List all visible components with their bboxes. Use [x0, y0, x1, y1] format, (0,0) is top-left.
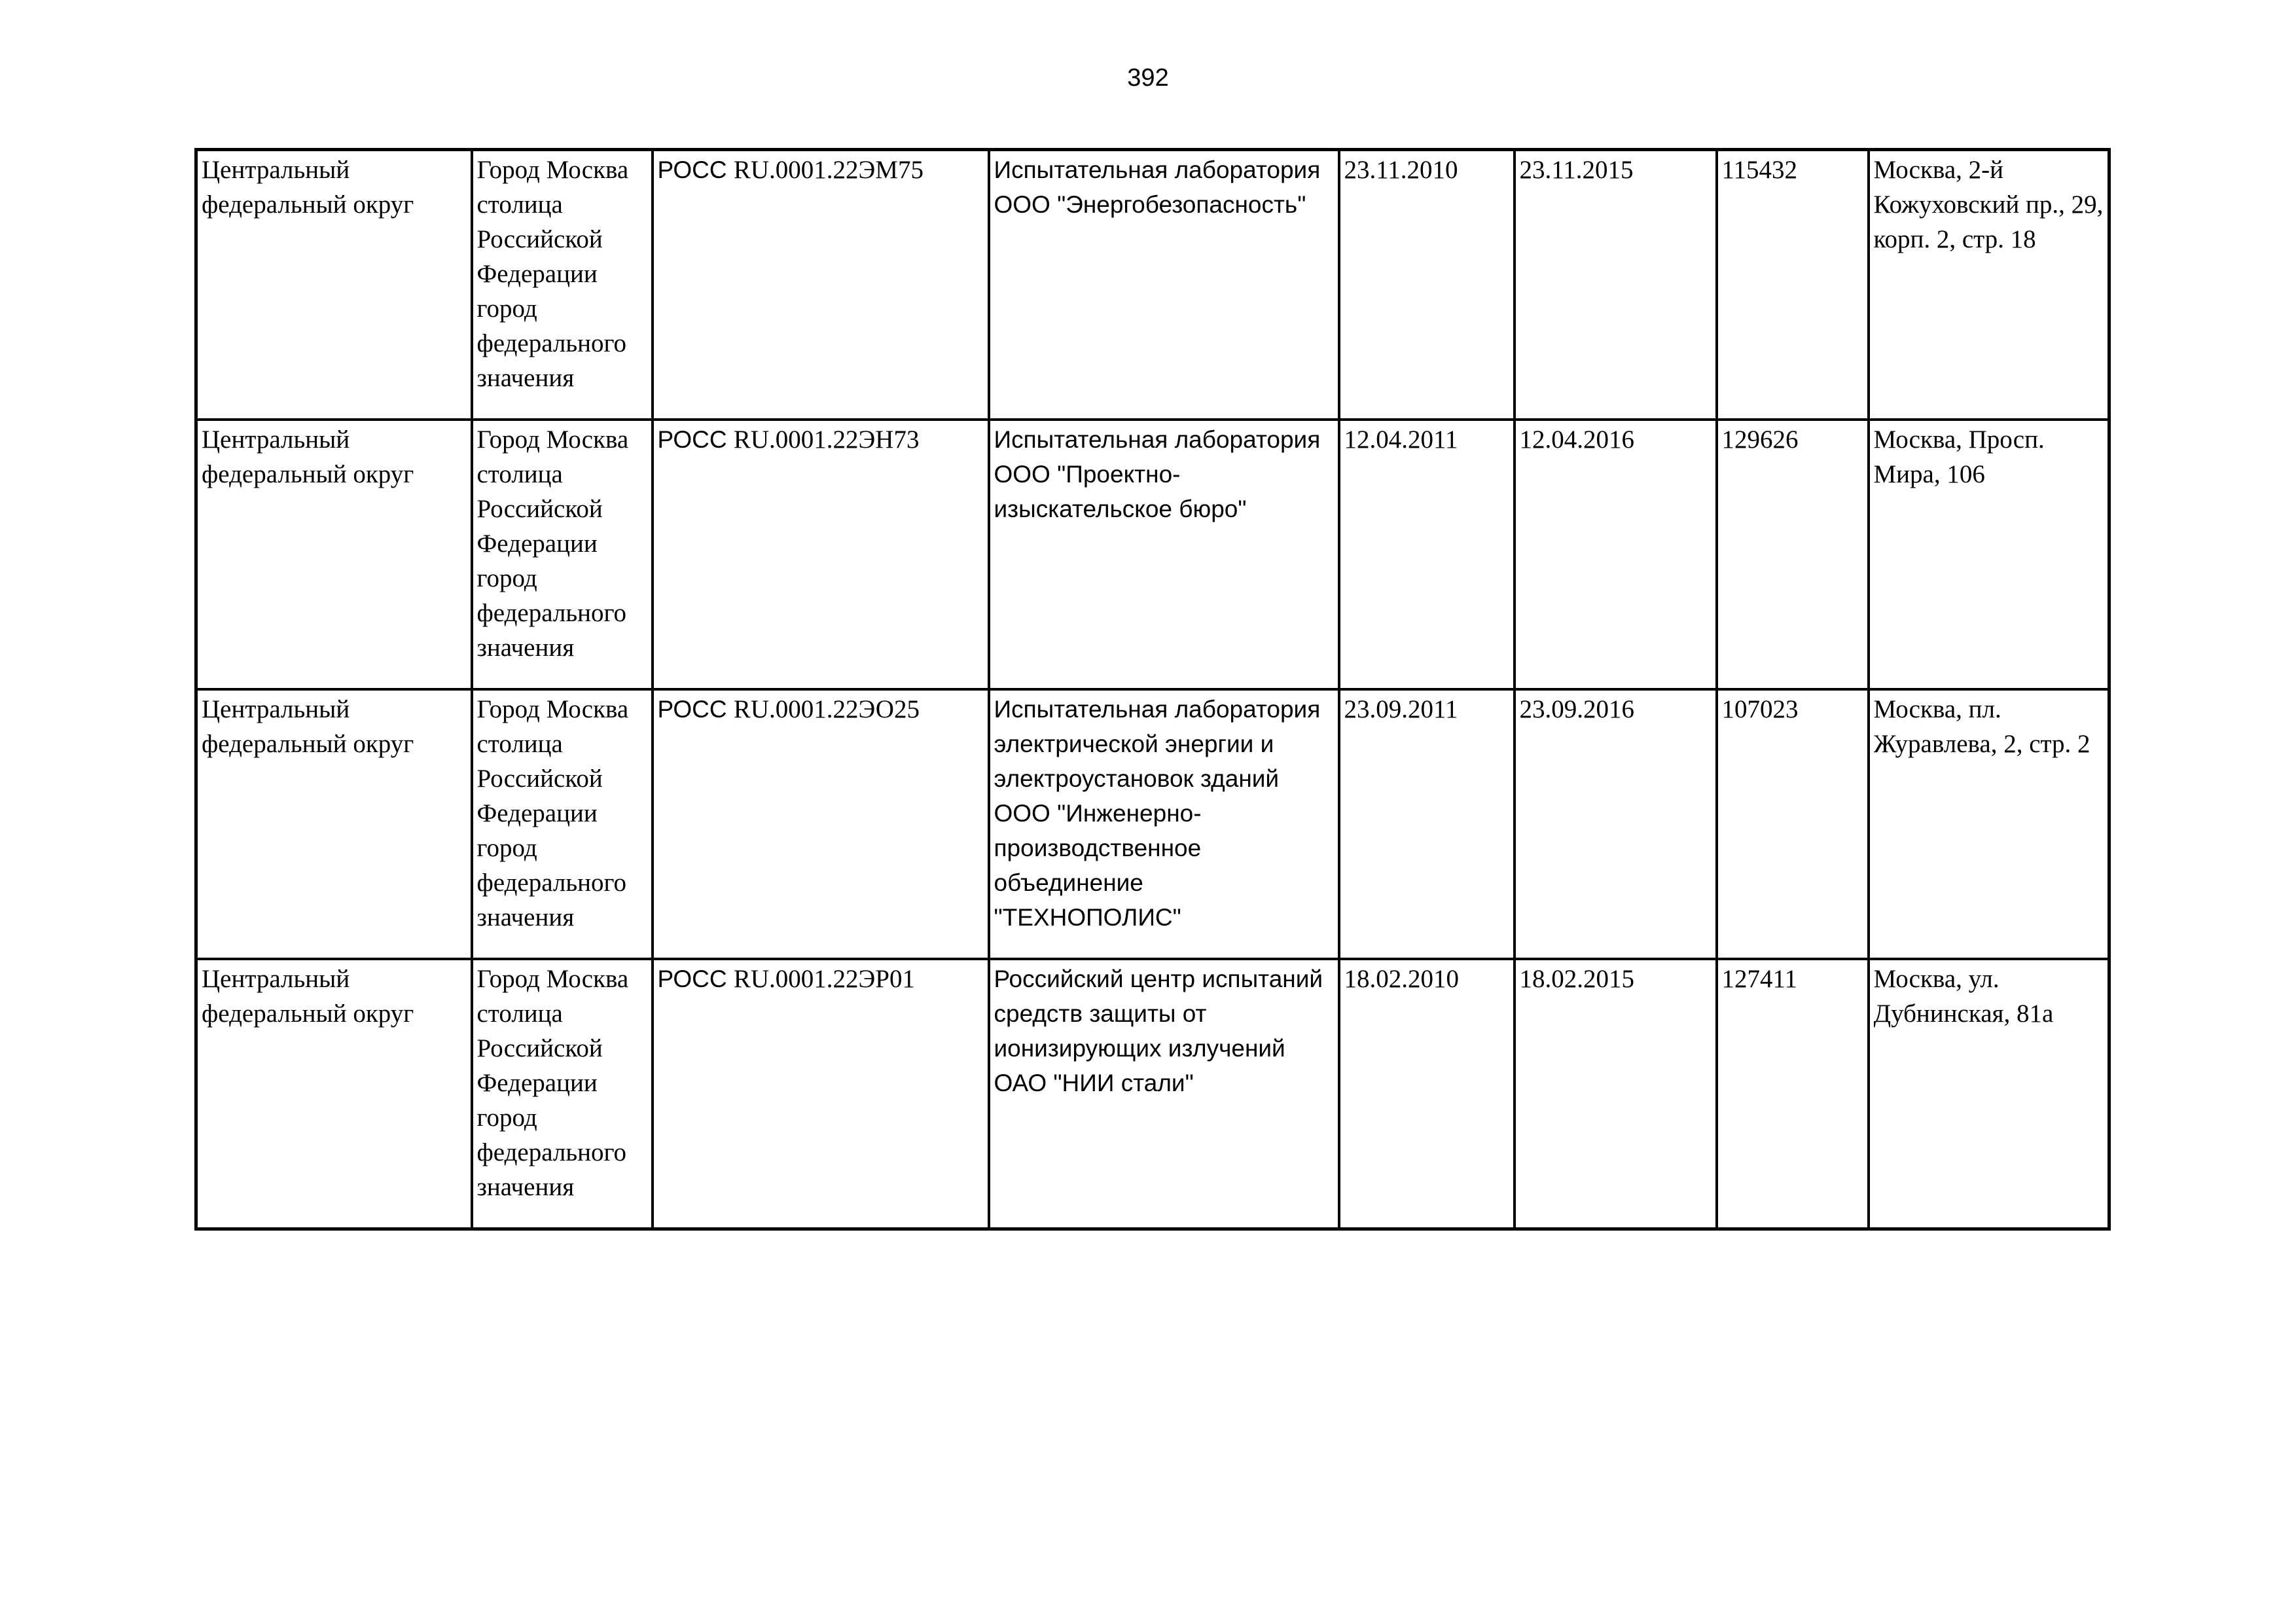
certificate-number: RU.0001.22ЭО25 — [733, 695, 920, 723]
postcode-cell: 129626 — [1717, 420, 1869, 689]
certificate-number: RU.0001.22ЭН73 — [733, 425, 920, 454]
registry-table — [194, 148, 2111, 1231]
date-to-cell: 12.04.2016 — [1515, 420, 1717, 689]
table-body — [196, 150, 2109, 1229]
postcode-cell: 107023 — [1717, 689, 1869, 959]
laboratory-cell: Российский центр испытаний средств защиты от ионизирующих излучений ОАО "НИИ стали" — [989, 959, 1339, 1229]
table-row — [196, 689, 2109, 959]
region-cell: Город Москва столица Российской Федерации город федерального значения — [472, 150, 653, 420]
district-cell: Центральный федеральный округ — [196, 150, 472, 420]
certificate-cell — [653, 150, 989, 420]
date-from-cell: 23.09.2011 — [1339, 689, 1515, 959]
laboratory-cell: Испытательная лаборатория электрической энергии и электроустановок зданий ООО "Инженерно-производственное объединение "ТЕХНОПОЛИС" — [989, 689, 1339, 959]
certificate-prefix: РОСС — [657, 426, 734, 453]
laboratory-cell: Испытательная лаборатория ООО "Энергобезопасность" — [989, 150, 1339, 420]
address-cell: Москва, Просп. Мира, 106 — [1869, 420, 2109, 689]
laboratory-cell: Испытательная лаборатория ООО "Проектно-изыскательское бюро" — [989, 420, 1339, 689]
certificate-prefix: РОСС — [657, 156, 734, 183]
address-cell: Москва, ул. Дубнинская, 81а — [1869, 959, 2109, 1229]
certificate-prefix: РОСС — [657, 965, 734, 992]
certificate-prefix: РОСС — [657, 696, 734, 723]
page-number: 392 — [1127, 64, 1169, 92]
date-from-cell: 23.11.2010 — [1339, 150, 1515, 420]
district-cell: Центральный федеральный округ — [196, 689, 472, 959]
certificate-number: RU.0001.22ЭР01 — [733, 965, 915, 993]
date-from-cell: 12.04.2011 — [1339, 420, 1515, 689]
district-cell: Центральный федеральный округ — [196, 420, 472, 689]
address-cell: Москва, 2-й Кожуховский пр., 29, корп. 2, стр. 18 — [1869, 150, 2109, 420]
certificate-number: RU.0001.22ЭМ75 — [733, 156, 924, 184]
region-cell: Город Москва столица Российской Федерации город федерального значения — [472, 959, 653, 1229]
table-row — [196, 150, 2109, 420]
district-cell: Центральный федеральный округ — [196, 959, 472, 1229]
address-cell: Москва, пл. Журавлева, 2, стр. 2 — [1869, 689, 2109, 959]
region-cell: Город Москва столица Российской Федерации город федерального значения — [472, 420, 653, 689]
date-to-cell: 23.11.2015 — [1515, 150, 1717, 420]
date-from-cell: 18.02.2010 — [1339, 959, 1515, 1229]
certificate-cell — [653, 420, 989, 689]
date-to-cell: 23.09.2016 — [1515, 689, 1717, 959]
postcode-cell: 115432 — [1717, 150, 1869, 420]
table-row — [196, 959, 2109, 1229]
certificate-cell — [653, 959, 989, 1229]
certificate-cell — [653, 689, 989, 959]
table-row — [196, 420, 2109, 689]
postcode-cell: 127411 — [1717, 959, 1869, 1229]
region-cell: Город Москва столица Российской Федерации город федерального значения — [472, 689, 653, 959]
date-to-cell: 18.02.2015 — [1515, 959, 1717, 1229]
